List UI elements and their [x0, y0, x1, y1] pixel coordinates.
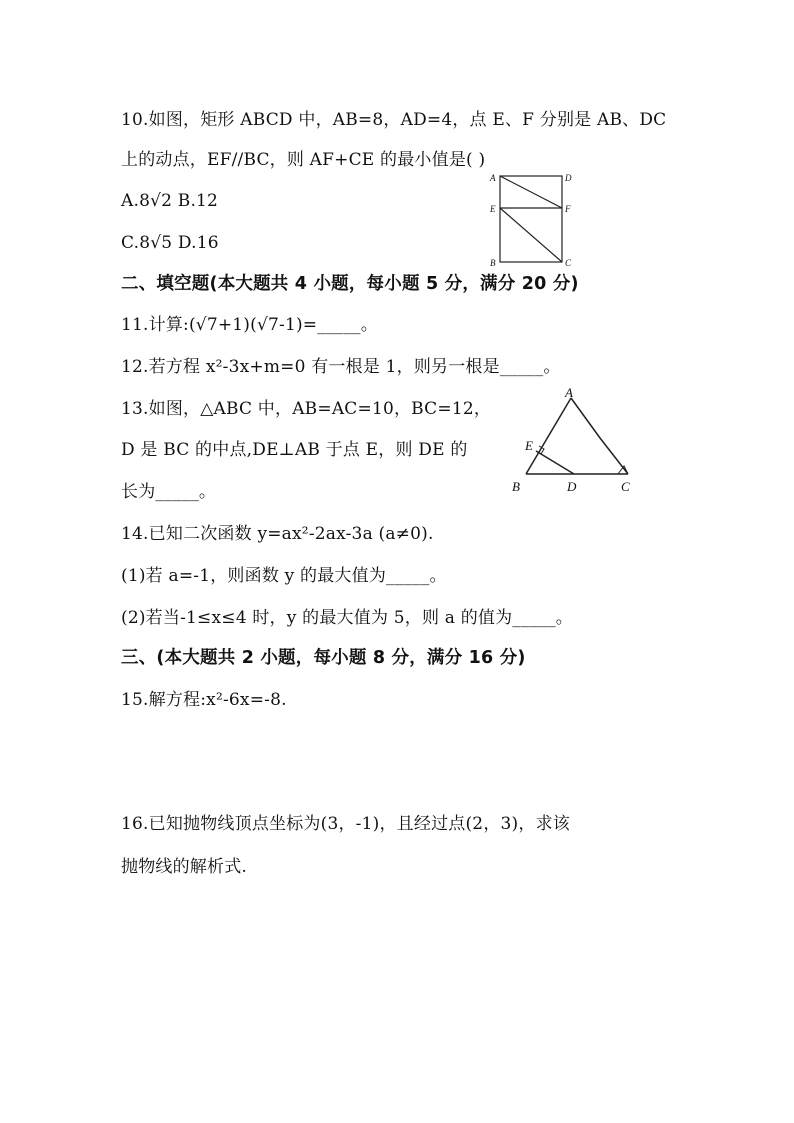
- label-c: C: [565, 258, 572, 268]
- q10-option-a-b: A.8√2 B.12: [121, 191, 219, 211]
- q14-line1: 14.已知二次函数 y=ax²-2ax-3a (a≠0).: [121, 524, 434, 544]
- q11-text: 11.计算:(√7+1)(√7-1)=_____。: [121, 315, 378, 335]
- section2-title: 二、填空题(本大题共 4 小题，每小题 5 分，满分 20 分): [121, 274, 579, 294]
- label-f: F: [565, 204, 571, 214]
- q13-line2: D 是 BC 的中点,DE⊥AB 于点 E，则 DE 的: [121, 440, 468, 460]
- rectangle-abcd: [500, 176, 562, 262]
- section3-title: 三、(本大题共 2 小题，每小题 8 分，满分 16 分): [121, 648, 526, 668]
- q13-line1: 13.如图，△ABC 中，AB=AC=10，BC=12，: [121, 399, 492, 419]
- label-d: D: [565, 173, 572, 183]
- label-b: B: [490, 258, 496, 268]
- q13-line3: 长为_____。: [121, 482, 217, 502]
- q12-text: 12.若方程 x²-3x+m=0 有一根是 1，则另一根是_____。: [121, 357, 561, 377]
- segment-ac: [571, 398, 628, 474]
- segment-af: [500, 176, 562, 208]
- label-a: A: [565, 385, 573, 400]
- q16-line2: 抛物线的解析式.: [121, 857, 248, 877]
- label-e: E: [490, 204, 496, 214]
- q10-line1: 10.如图，矩形 ABCD 中，AB=8，AD=4，点 E、F 分别是 AB、DC: [121, 110, 667, 130]
- label-c: C: [621, 479, 630, 494]
- q10-rectangle-figure: [488, 168, 578, 268]
- segment-ab: [526, 398, 571, 474]
- label-e: E: [525, 438, 533, 453]
- q10-option-c-d: C.8√5 D.16: [121, 233, 219, 253]
- q10-line2: 上的动点，EF//BC，则 AF+CE 的最小值是( ): [121, 150, 486, 170]
- q13-triangle-figure: [506, 384, 646, 499]
- q14-part2: (2)若当-1≤x≤4 时，y 的最大值为 5，则 a 的值为_____。: [121, 608, 574, 628]
- label-b: B: [512, 479, 520, 494]
- q15-text: 15.解方程:x²-6x=-8.: [121, 690, 287, 710]
- label-d: D: [567, 479, 577, 494]
- label-a: A: [490, 173, 496, 183]
- q16-line1: 16.已知抛物线顶点坐标为(3，-1)，且经过点(2，3)，求该: [121, 814, 570, 834]
- segment-de: [536, 451, 574, 474]
- segment-ec: [500, 208, 562, 262]
- q14-part1: (1)若 a=-1，则函数 y 的最大值为_____。: [121, 566, 447, 586]
